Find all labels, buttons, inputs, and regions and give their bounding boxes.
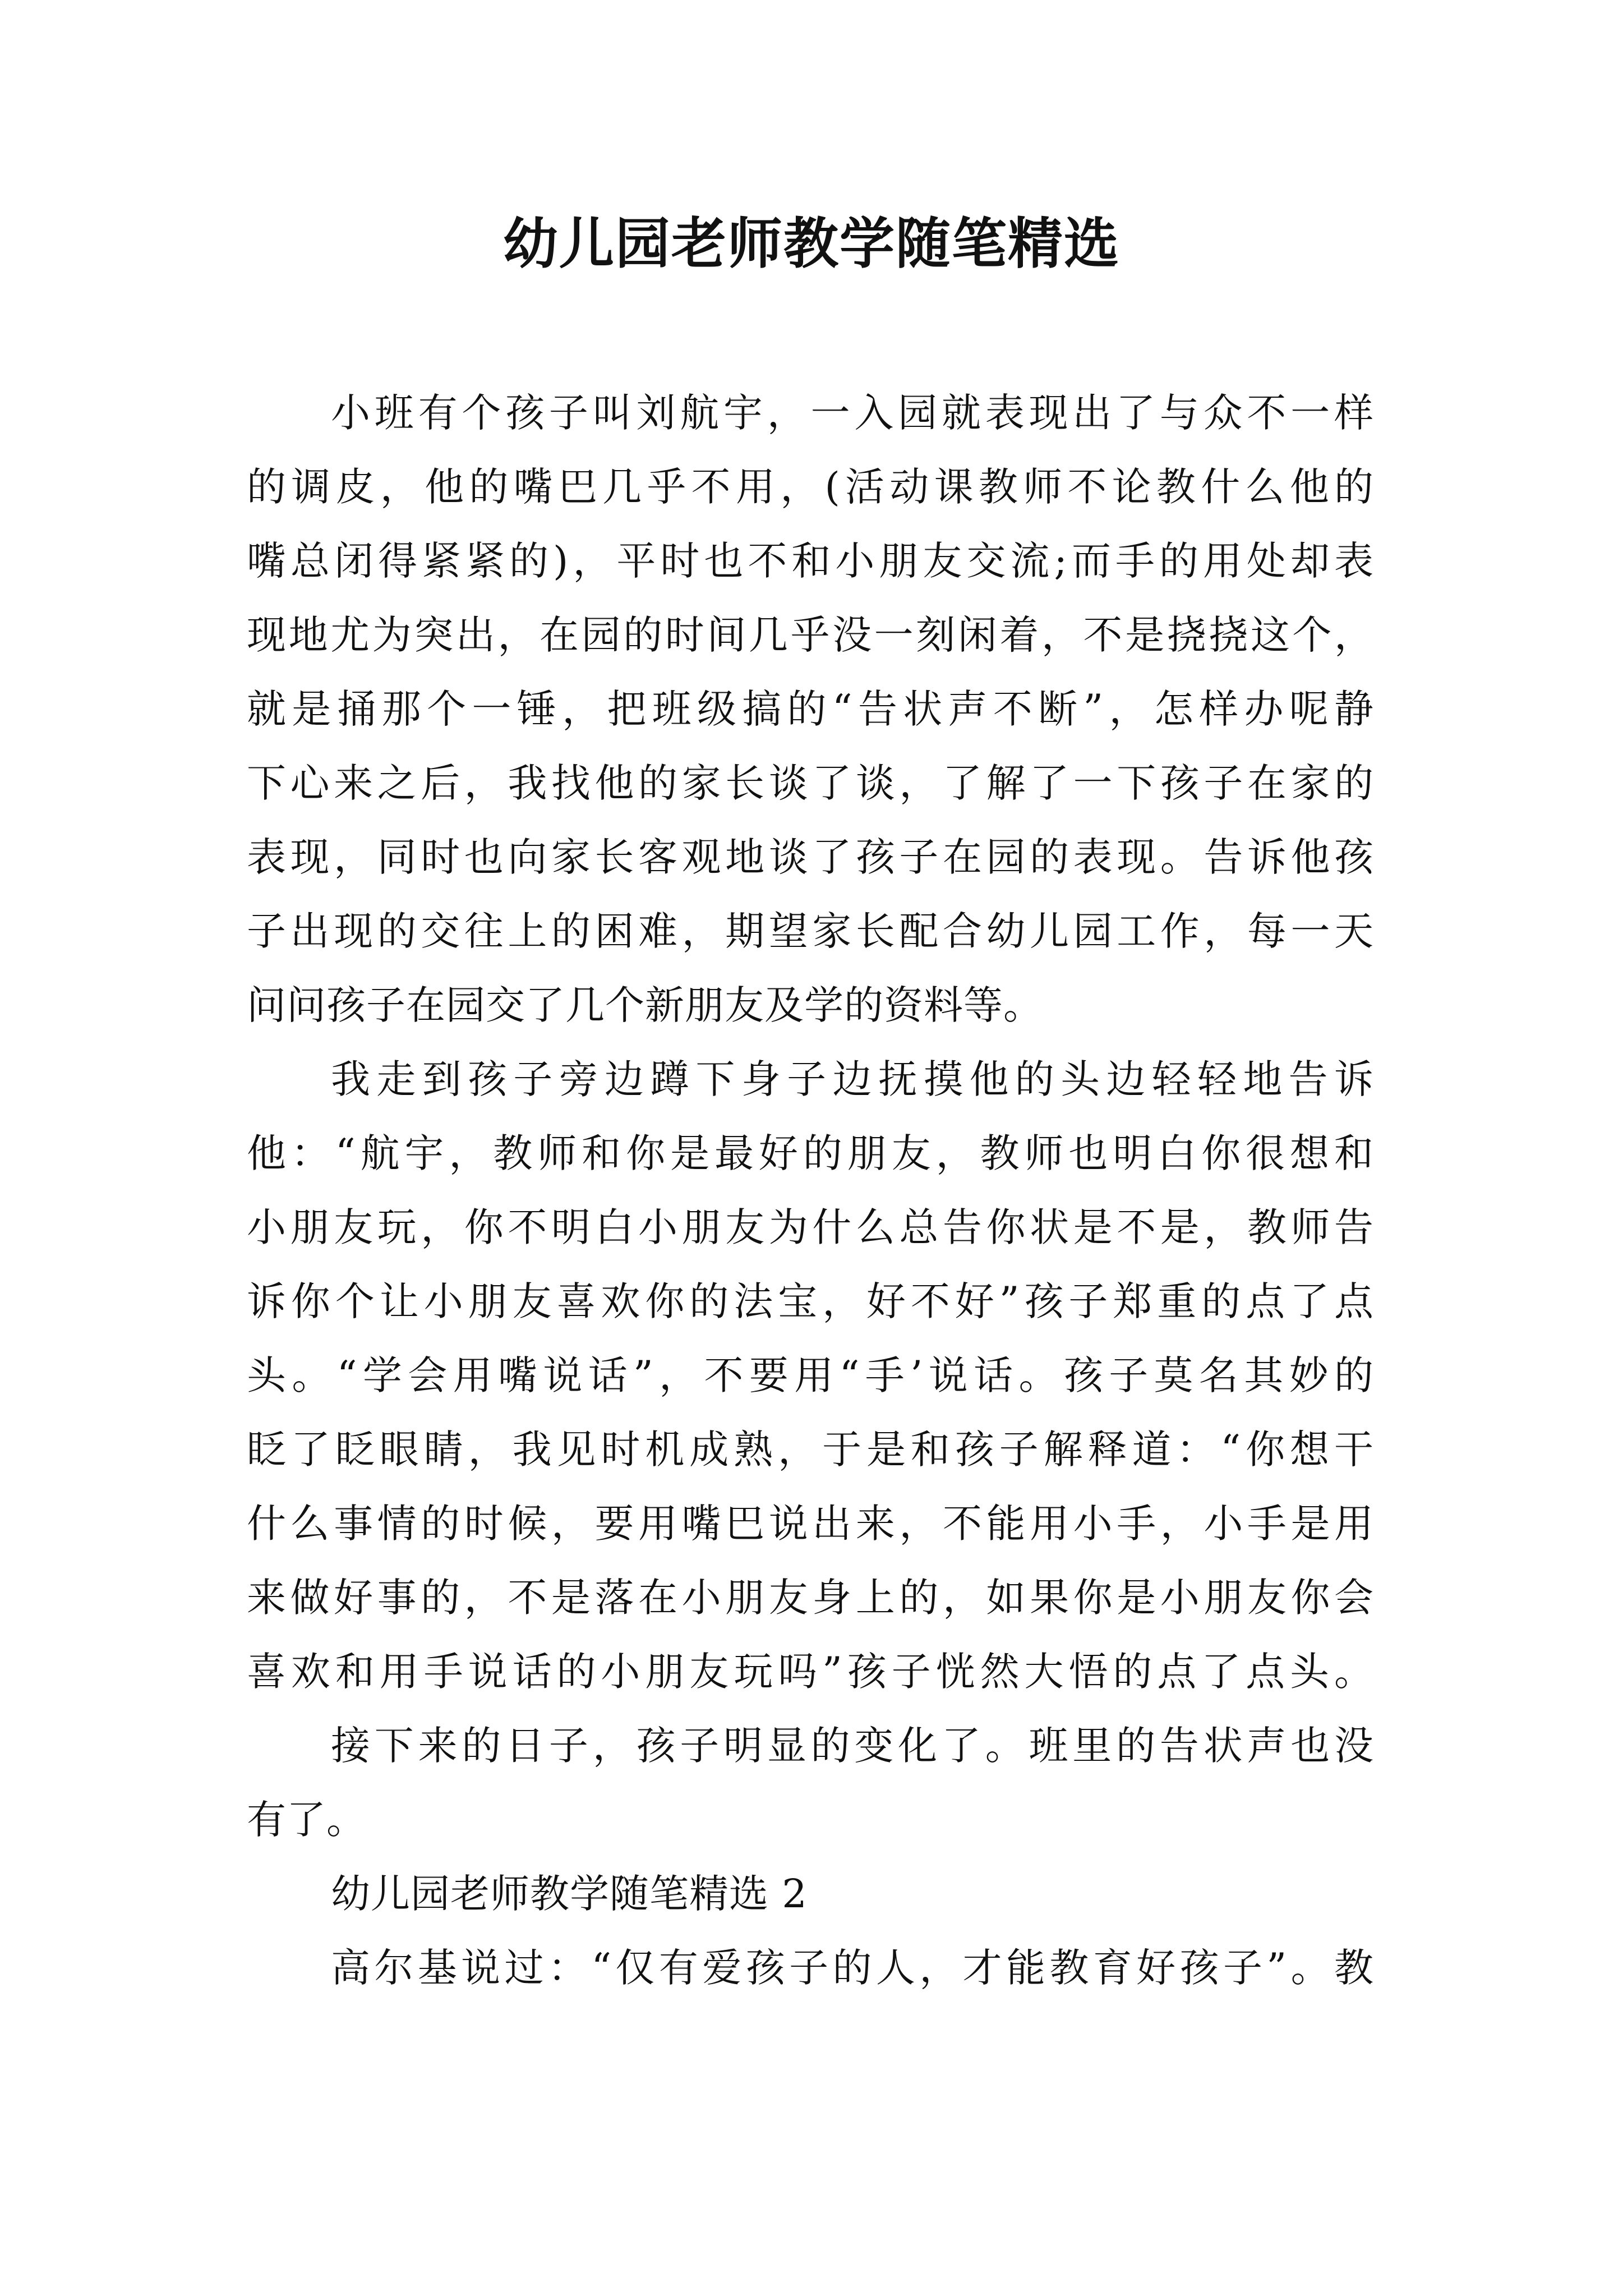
- paragraph-2-line-9: 喜欢和用手说话的小朋友玩吗”孩子恍然大悟的点了点头。: [247, 1649, 1374, 1695]
- paragraph-2-line-1: 我走到孩子旁边蹲下身子边抚摸他的头边轻轻地告诉: [331, 1056, 1374, 1102]
- paragraph-1-line-8: 子出现的交往上的困难，期望家长配合幼儿园工作，每一天: [247, 908, 1374, 954]
- paragraph-4-line-1: 高尔基说过：“仅有爱孩子的人，才能教育好孩子”。教: [331, 1945, 1374, 1991]
- paragraph-2-line-5: 头。“学会用嘴说话”，不要用“手’说话。孩子莫名其妙的: [247, 1352, 1374, 1398]
- paragraph-1-line-1: 小班有个孩子叫刘航宇，一入园就表现出了与众不一样: [331, 390, 1374, 436]
- paragraph-1-line-5: 就是捅那个一锤，把班级搞的“告状声不断”，怎样办呢静: [247, 686, 1374, 732]
- paragraph-1-line-9: 问问孩子在园交了几个新朋友及学的资料等。: [247, 982, 1043, 1028]
- paragraph-1-line-4: 现地尤为突出，在园的时间几乎没一刻闲着，不是挠挠这个，: [247, 612, 1374, 658]
- paragraph-2-line-8: 来做好事的，不是落在小朋友身上的，如果你是小朋友你会: [247, 1575, 1374, 1621]
- paragraph-2-line-7: 什么事情的时候，要用嘴巴说出来，不能用小手，小手是用: [247, 1501, 1374, 1547]
- document-body: [247, 376, 1374, 2005]
- paragraph-3-line-2: 有了。: [247, 1797, 366, 1843]
- document-title: 幼儿园老师教学随笔精选: [502, 211, 1120, 276]
- paragraph-3-line-1: 接下来的日子，孩子明显的变化了。班里的告状声也没: [331, 1723, 1374, 1769]
- paragraph-1-line-3: 嘴总闭得紧紧的)，平时也不和小朋友交流;而手的用处却表: [247, 538, 1374, 584]
- paragraph-1-line-6: 下心来之后，我找他的家长谈了谈，了解了一下孩子在家的: [247, 760, 1374, 806]
- section-heading: 幼儿园老师教学随笔精选 2: [331, 1871, 808, 1917]
- paragraph-1-line-2: 的调皮，他的嘴巴几乎不用，(活动课教师不论教什么他的: [247, 464, 1374, 510]
- paragraph-2-line-3: 小朋友玩，你不明白小朋友为什么总告你状是不是，教师告: [247, 1204, 1374, 1250]
- paragraph-1-line-7: 表现，同时也向家长客观地谈了孩子在园的表现。告诉他孩: [247, 834, 1374, 880]
- paragraph-2-line-2: 他：“航宇，教师和你是最好的朋友，教师也明白你很想和: [247, 1130, 1374, 1176]
- paragraph-2-line-6: 眨了眨眼睛，我见时机成熟，于是和孩子解释道：“你想干: [247, 1427, 1374, 1473]
- paragraph-2-line-4: 诉你个让小朋友喜欢你的法宝，好不好”孩子郑重的点了点: [247, 1278, 1374, 1324]
